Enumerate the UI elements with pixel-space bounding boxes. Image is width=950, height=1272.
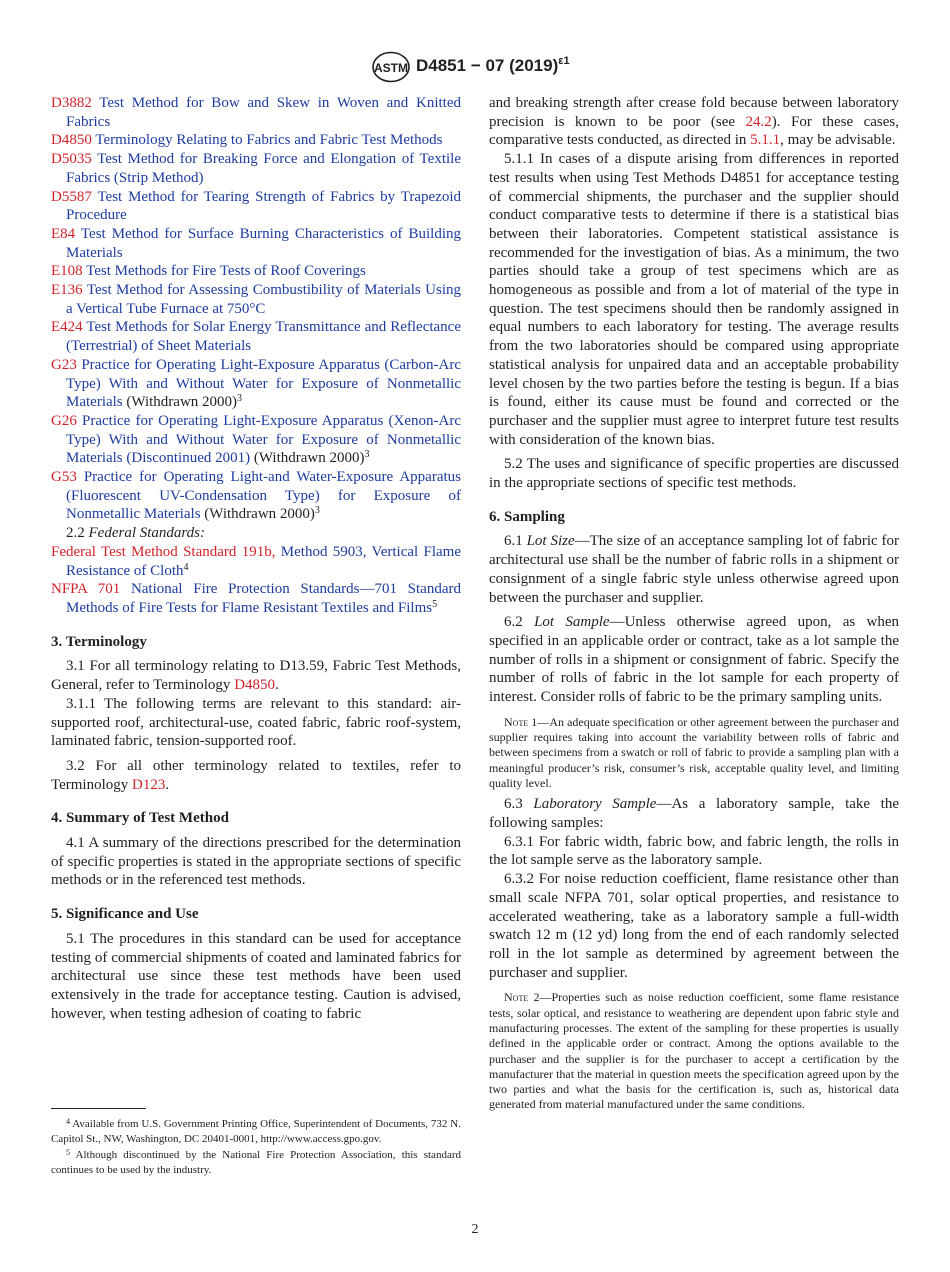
paragraph-4-1: 4.1 A summary of the directions prescribed for the determination of specific properties is stated in the appropriate sections of specific methods or in the referenced test methods.: [51, 835, 461, 889]
paragraph-5-1-1: 5.1.1 In cases of a dispute arising from differences in reported test results when using Test Methods D4851 for acceptance testing of commercial shipments, the purchaser and the supplier should conduct comparative tests to determine if there is a statistical bias between their laboratories. Competent statistical assistance is recommended for the investigation of bias. As a minimum, the two parties should take a group of test specimens which are as homogeneous as possible and from a lot of material of the type in question. The test specimens should then be randomly assigned in equal numbers to each laboratory for testing. The average results from the two laboratories should be compared using appropriate statistical analysis for unpaired data and an acceptable probability level chosen by the two parties before the testing is begun. If a bias is found, either its cause must be found and corrected or the purchaser and the supplier must agree to interpret future test results with consideration of the known bias.: [489, 151, 899, 448]
reference-status: (Withdrawn 2000): [122, 394, 238, 411]
note-2: Note 2—Properties such as noise reduction coefficient, some flame resistance tests, solar optical, and resistance to weathering are dependent upon fabric style and manufacturing processes. The extent of the sampling for these properties is usually defined in the applicable order or contract. Among the options available to the purchaser and the supplier is for the purchaser to accept a certification by the manufacturer that the material in question meets the specification agreed upon by the two parties and what the basis for the certification is, such as, historical data generated from material manufactured under the same conditions.: [489, 990, 899, 1112]
reference-code[interactable]: E108: [51, 263, 83, 280]
link-24-2[interactable]: 24.2: [745, 113, 772, 130]
reference-title[interactable]: National Fire Protection Standards—701 Standard Methods of Fire Tests for Flame Resistant Textiles and Films: [66, 581, 461, 616]
reference-footnote-mark: 3: [314, 505, 320, 517]
reference-code[interactable]: D5035: [51, 151, 92, 168]
reference-item: [51, 412, 461, 468]
footnote: $^5$ Although discontinued by the National Fire Protection Association, this standard continues to be used by the industry.: [51, 1148, 461, 1176]
nfpa-reference: [51, 580, 461, 617]
astm-logo-icon: [371, 51, 411, 83]
reference-code[interactable]: Federal Test Method Standard 191b,: [51, 543, 276, 560]
reference-item: [51, 318, 461, 355]
reference-title[interactable]: Test Method for Bow and Skew in Woven and Knitted Fabrics: [66, 95, 462, 130]
reference-footnote-mark: 4: [183, 561, 189, 573]
page-header: [0, 50, 950, 86]
reference-title[interactable]: Test Methods for Fire Tests of Roof Coverings: [86, 263, 366, 280]
footnote-divider: [51, 1108, 146, 1109]
reference-code[interactable]: E84: [51, 225, 76, 242]
reference-title[interactable]: Terminology Relating to Fabrics and Fabric Test Methods: [95, 132, 443, 149]
federal-standards-heading: 2.2 Federal Standards:: [66, 525, 206, 542]
reference-item: [51, 262, 461, 281]
section-heading-significance: 5. Significance and Use: [51, 906, 199, 923]
reference-item: [51, 188, 461, 225]
reference-title[interactable]: Test Method for Breaking Force and Elongation of Textile Fabrics (Strip Method): [66, 151, 461, 186]
paragraph-3-1-1: 3.1.1 The following terms are relevant to this standard: air-supported roof, architectural-use, coated fabric, fabric roof-system, laminated fabric, tension-supported roof.: [51, 695, 461, 750]
paragraph-3-2: 3.2 For all other terminology related to textiles, refer to Terminology D123.: [51, 757, 461, 793]
reference-item: [51, 225, 461, 262]
footnotes: [51, 1117, 461, 1179]
paragraph-6-3-1: 6.3.1 For fabric width, fabric bow, and fabric length, the rolls in the lot sample serve as the laboratory sample.: [489, 833, 899, 869]
footnote: $^4$ Available from U.S. Government Printing Office, Superintendent of Documents, 732 N. Capitol St., NW, Washington, DC 20401-0001, http://www.access.gpo.gov.: [51, 1117, 461, 1145]
paragraph-3-1: 3.1 For all terminology relating to D13.59, Fabric Test Methods, General, refer to Terminology D4850.: [51, 658, 461, 694]
paragraph-5-2: 5.2 The uses and significance of specific properties are discussed in the appropriate sections of specific test methods.: [489, 456, 899, 492]
reference-item: [51, 281, 461, 318]
doc-id-suffix: ε1: [558, 55, 570, 67]
section-heading-sampling: 6. Sampling: [489, 508, 565, 525]
reference-code[interactable]: E424: [51, 319, 83, 336]
link-d4850[interactable]: D4850: [234, 677, 276, 694]
reference-title[interactable]: Test Method for Assessing Combustibility of Materials Using a Vertical Tube Furnace at 750°C: [66, 282, 461, 317]
note-label: Note 2: [504, 990, 540, 1005]
document-id: D4851 − 07 $(2019)^{\varepsilon 1}$: [416, 55, 570, 75]
reference-code[interactable]: G23: [51, 356, 77, 373]
reference-status: (Withdrawn 2000): [250, 450, 365, 467]
reference-title[interactable]: Test Method for Surface Burning Characteristics of Building Materials: [66, 225, 461, 261]
reference-item: [51, 150, 461, 187]
reference-item: [51, 94, 461, 131]
reference-title[interactable]: Practice for Operating Light-Exposure Apparatus (Carbon-Arc Type) With and Without Water for Exposure of Nonmetallic Materials: [66, 356, 462, 411]
reference-title[interactable]: Method 5903, Vertical Flame Resistance of Cloth: [66, 543, 461, 579]
note-label: Note 1: [504, 714, 538, 729]
reference-code[interactable]: G26: [51, 412, 77, 429]
reference-title[interactable]: Practice for Operating Light-Exposure Apparatus (Xenon-Arc Type) With and Without Water for Exposure of Nonmetallic Materials (Discontinued 2001): [66, 412, 462, 467]
footnote-number: 5: [66, 1148, 70, 1158]
reference-code[interactable]: D5587: [51, 188, 92, 205]
paragraph-6-3: 6.3 Laboratory Sample—As a laboratory sample, take the following samples:: [489, 796, 900, 831]
link-5-1-1[interactable]: 5.1.1: [750, 132, 781, 149]
reference-title[interactable]: Practice for Operating Light-and Water-Exposure Apparatus (Fluorescent UV-Condensation Type) for Exposure of Nonmetallic Materials: [66, 469, 461, 523]
link-d123[interactable]: D123: [132, 776, 166, 793]
reference-footnote-mark: 5: [432, 598, 438, 610]
paragraph-6-3-2: 6.3.2 For noise reduction coefficient, flame resistance other than small scale NFPA 701, solar optical properties, and resistance to accelerated weathering, take as a laboratory sample a full-width swatch 12 m (12 yd) long from the end of each randomly selected roll in the lot sample as determined by agreement between the purchaser and supplier.: [489, 871, 899, 981]
reference-code[interactable]: NFPA 701: [51, 581, 121, 598]
reference-item: [51, 356, 461, 412]
reference-code[interactable]: E136: [51, 282, 83, 299]
right-column: [489, 94, 899, 1117]
paragraph-5-1: 5.1 The procedures in this standard can be used for acceptance testing of commercial shipments of coated and laminated fabrics for architectural use since these test methods have been used extensively in the trade for acceptance testing. Caution is advised, however, when testing adhesion of coating to fabric: [51, 930, 461, 1022]
paragraph-6-2: 6.2 Lot Sample—Unless otherwise agreed upon, as when specified in an applicable order or contract, take as a lot sample the number of rolls in a shipment or consignment of fabric. Specify the number of rolls of fabric in the lot sample for each property of interest. Consider rolls of fabric to be the primary sampling units.: [489, 614, 900, 706]
left-column: [51, 94, 461, 1023]
reference-footnote-mark: 3: [364, 449, 370, 461]
reference-status: (Withdrawn 2000): [200, 506, 315, 523]
page-number: 2: [471, 1222, 479, 1237]
federal-reference: [51, 543, 461, 580]
reference-code[interactable]: D4850: [51, 132, 92, 149]
reference-code[interactable]: D3882: [51, 95, 92, 111]
astm-logo-text: ASTM: [374, 61, 408, 75]
reference-title[interactable]: Test Method for Tearing Strength of Fabrics by Trapezoid Procedure: [66, 188, 461, 224]
paragraph-5-1-continued: and breaking strength after crease fold because between laboratory precision is known to be poor (see 24.2). For these cases, comparative tests conducted, as directed in 5.1.1, may be advisable.: [489, 95, 899, 149]
paragraph-6-1: 6.1 Lot Size—The size of an acceptance sampling lot of fabric for architectural use shall be the number of fabric rolls in a shipment or consignment of a single fabric style unless otherwise agreed upon between the purchaser and supplier.: [489, 533, 899, 606]
reference-item: [51, 131, 461, 150]
reference-code[interactable]: G53: [51, 469, 77, 486]
reference-footnote-mark: 3: [237, 393, 243, 405]
note-1: Note 1—An adequate specification or other agreement between the purchaser and supplier requires taking into account the variability between rolls of fabric and between specimens from a swatch or roll of fabric to provide a sampling plan with a meaningful producer’s risk, consumer’s risk, acceptable quality level, and limiting quality level.: [489, 714, 899, 790]
reference-title[interactable]: Test Methods for Solar Energy Transmittance and Reflectance (Terrestrial) of Sheet Materials: [66, 319, 461, 355]
footnote-number: 4: [66, 1117, 70, 1126]
section-heading-terminology: 3. Terminology: [51, 633, 147, 650]
reference-item: [51, 468, 461, 524]
section-heading-summary: 4. Summary of Test Method: [51, 810, 229, 827]
